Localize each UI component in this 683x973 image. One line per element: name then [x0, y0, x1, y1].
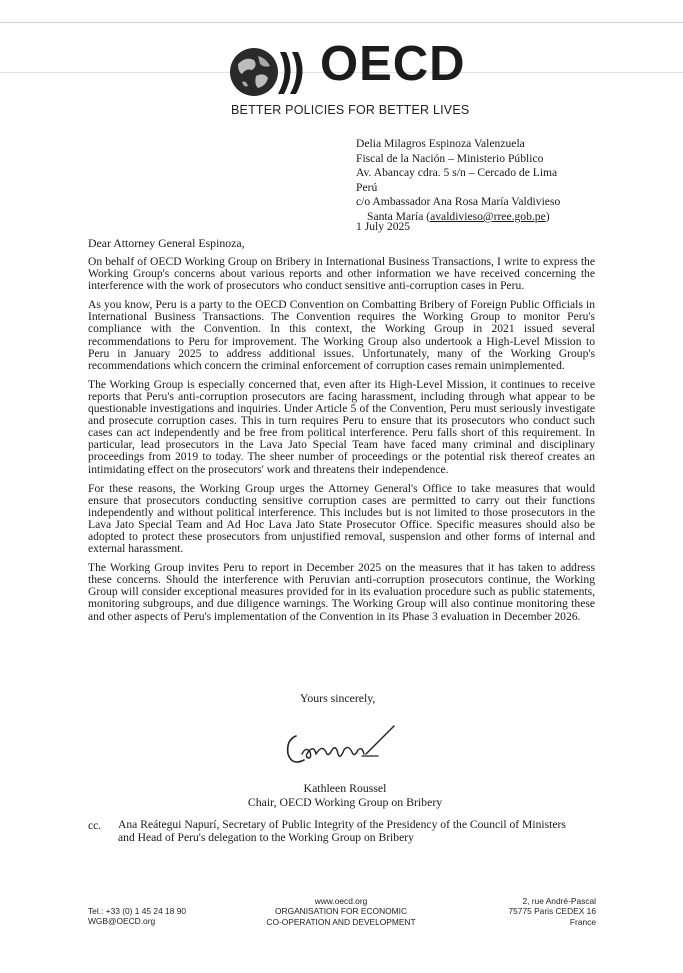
footer-contact	[88, 906, 186, 927]
footer-org-line: CO-OPERATION AND DEVELOPMENT	[266, 916, 416, 927]
cc-line: and Head of Peru's delegation to the Working Group on Bribery	[118, 830, 414, 844]
signer-block	[240, 781, 450, 809]
cc-recipient	[118, 819, 598, 844]
body-paragraph: The Working Group invites Peru to report in December 2025 on the measures that it has taken to address these concerns. Should the interference with Peruvian anti-corruption prosecutors continue, the Working Group will consider exceptional measures provided for in its evaluation procedure such as public statements, monitoring subgroups, and due diligence warnings. The Working Group will also continue monitoring these and other aspects of Peru's implementation of the Convention in its Phase 3 evaluation in December 2026.	[88, 561, 595, 623]
footer-email[interactable]: WGB@OECD.org	[88, 916, 156, 927]
body-paragraph: As you know, Peru is a party to the OECD Convention on Combatting Bribery of Foreign Public Officials in International Business Transactions. The Convention requires the Working Group to monitor Peru's compliance with the Convention. In this context, the Working Group in 2021 issued several recommendations to Peru for improvement. The Working Group also undertook a High-Level Mission to Peru in January 2025 to address additional issues. Unfortunately, many of the Working Group's recommendations which concern the criminal enforcement of corruption cases remain unimplemented.	[88, 298, 595, 372]
letter-body	[88, 256, 595, 630]
body-paragraph: For these reasons, the Working Group urges the Attorney General's Office to take measures that would ensure that prosecutors conducting sensitive corruption cases are permitted to carry out their functions independently and without political interference. This includes but is not limited to those prosecutors in the Lava Jato Special Team and Ad Hoc Lava Jato State Prosecutor Office. Specific measures should also be adopted to protect these prosecutors from unjustified removal, suspension and other forms of internal and external harassment.	[88, 481, 595, 556]
footer-address-line: 2, rue André-Pascal	[522, 896, 596, 906]
cc-label: cc.	[88, 819, 102, 832]
salutation: Dear Attorney General Espinoza,	[88, 236, 245, 250]
recipient-email-link[interactable]: avaldivieso@rree.gob.pe	[430, 209, 546, 223]
recipient-line: Fiscal de la Nación – Ministerio Público	[356, 151, 544, 165]
footer-address-line: 75775 Paris CEDEX 16	[508, 906, 596, 917]
signer-name: Kathleen Roussel	[303, 781, 387, 795]
body-paragraph: On behalf of OECD Working Group on Bribery in International Business Transactions, I write to express the Working Group's concerns about various reports and other information we have received concerning the interference with the work of prosecutors who conduct sensitive anti-corruption cases in Peru.	[88, 255, 595, 293]
footer-address	[470, 896, 596, 927]
footer-website[interactable]: www.oecd.org	[314, 896, 368, 906]
recipient-line: Delia Milagros Espinoza Valenzuela	[356, 137, 525, 150]
handwritten-signature	[282, 716, 402, 774]
recipient-address	[356, 137, 560, 225]
letter-date: 1 July 2025	[356, 220, 411, 233]
footer-phone: Tel.: +33 (0) 1 45 24 18 90	[88, 906, 187, 916]
cc-line: Ana Reátegui Napurí, Secretary of Public Integrity of the Presidency of the Council of Ministers	[118, 818, 566, 831]
footer-address-line: France	[569, 916, 596, 927]
oecd-logo-text: OECD	[320, 37, 466, 91]
recipient-line: c/o Ambassador Ana Rosa María Valdivieso	[356, 195, 561, 209]
recipient-line: Av. Abancay cdra. 5 s/n – Cercado de Lima	[356, 166, 558, 180]
footer-org-line: ORGANISATION FOR ECONOMIC	[275, 906, 407, 917]
scan-line-top	[0, 22, 683, 23]
footer-organisation	[230, 896, 452, 927]
recipient-name-suffix: Santa María (	[367, 209, 431, 223]
signer-title: Chair, OECD Working Group on Bribery	[247, 795, 443, 809]
recipient-line: Perú	[356, 180, 378, 194]
closing: Yours sincerely,	[300, 691, 376, 705]
recipient-paren-close: )	[545, 209, 550, 223]
body-paragraph: The Working Group is especially concerned that, even after its High-Level Mission, it continues to receive reports that Peru's anti-corruption prosecutors are facing harassment, including through what appear to be questionable investigations and inquiries. Under Article 5 of the Convention, Peru must seriously investigate and prosecute corruption cases. This in turn requires Peru to ensure that its prosecutors who conduct such cases can act independently and be free from political interference. Peru falls short of this requirement. In particular, lead prosecutors in the Lava Jato Special Team have faced many criminal and disciplinary proceedings from 2019 to today. The sheer number of proceedings or the potential risk thereof creates an intimidating effect on the prosecutors' work and threatens their independence.	[88, 377, 595, 476]
oecd-tagline: BETTER POLICIES FOR BETTER LIVES	[231, 103, 470, 117]
globe-icon	[228, 46, 320, 98]
oecd-logo	[228, 37, 468, 98]
